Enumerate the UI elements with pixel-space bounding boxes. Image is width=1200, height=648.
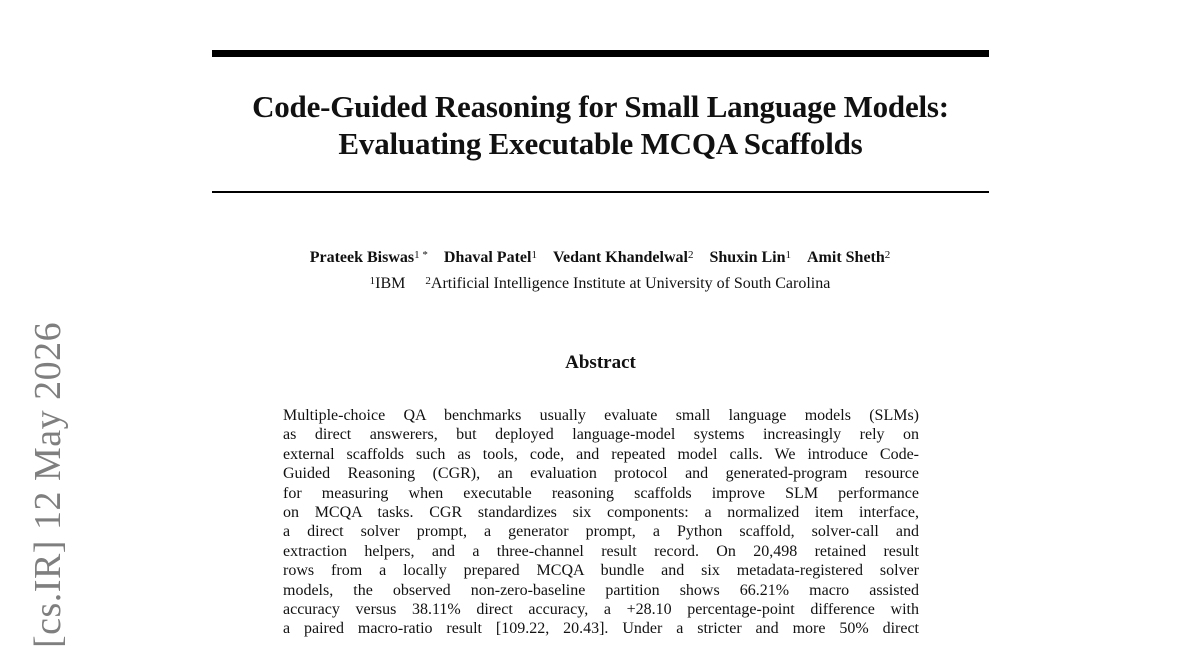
title-line-1: Code-Guided Reasoning for Small Language Models: bbox=[252, 89, 949, 124]
author-list bbox=[150, 248, 1050, 268]
abstract-line: a paired macro-ratio result [109.22, 20.43]. Under a stricter and more 50% direct bbox=[283, 620, 919, 638]
affiliation-list bbox=[150, 274, 1050, 294]
abstract-line: accuracy versus 38.11% direct accuracy, a +28.10 percentage-point difference with bbox=[283, 600, 919, 618]
abstract-line: Multiple-choice QA benchmarks usually evaluate small language models (SLMs) bbox=[283, 407, 919, 424]
abstract-line: on MCQA tasks. CGR standardizes six components: a normalized item interface, bbox=[283, 503, 919, 521]
abstract-line: models, the observed non-zero-baseline partition shows 66.21% macro assisted bbox=[283, 581, 919, 599]
title-bottom-rule bbox=[212, 191, 989, 193]
author: Prateek Biswas$^{1 *}$ bbox=[309, 249, 428, 266]
paper-title bbox=[212, 88, 989, 162]
arxiv-side-stamp: [cs.IR] 12 May 2026 bbox=[27, 321, 69, 648]
author: Amit Sheth$^2$ bbox=[807, 249, 891, 266]
author: Vedant Khandelwal$^2$ bbox=[552, 249, 694, 266]
abstract-line: a direct solver prompt, a generator prompt, a Python scaffold, solver-call and bbox=[283, 523, 919, 541]
abstract-body bbox=[283, 406, 919, 639]
abstract-line: as direct answerers, but deployed language-model systems increasingly rely on bbox=[283, 426, 919, 444]
abstract-line: external scaffolds such as tools, code, and repeated model calls. We introduce Code- bbox=[283, 445, 919, 463]
abstract-heading: Abstract bbox=[565, 352, 636, 373]
title-line-2: Evaluating Executable MCQA Scaffolds bbox=[338, 126, 863, 161]
author: Shuxin Lin$^1$ bbox=[709, 249, 791, 266]
abstract-line: rows from a locally prepared MCQA bundle and six metadata-registered solver bbox=[283, 562, 919, 580]
abstract-line: extraction helpers, and a three-channel result record. On 20,498 retained result bbox=[283, 542, 919, 560]
author: Dhaval Patel$^1$ bbox=[443, 249, 537, 266]
affiliation: $^1$IBM bbox=[369, 275, 406, 292]
abstract-line: Guided Reasoning (CGR), an evaluation protocol and generated-program resource bbox=[283, 465, 919, 483]
top-rule bbox=[212, 50, 989, 57]
affiliation: $^2$Artificial Intelligence Institute at University of South Carolina bbox=[425, 275, 831, 292]
abstract-line: for measuring when executable reasoning scaffolds improve SLM performance bbox=[283, 484, 919, 502]
